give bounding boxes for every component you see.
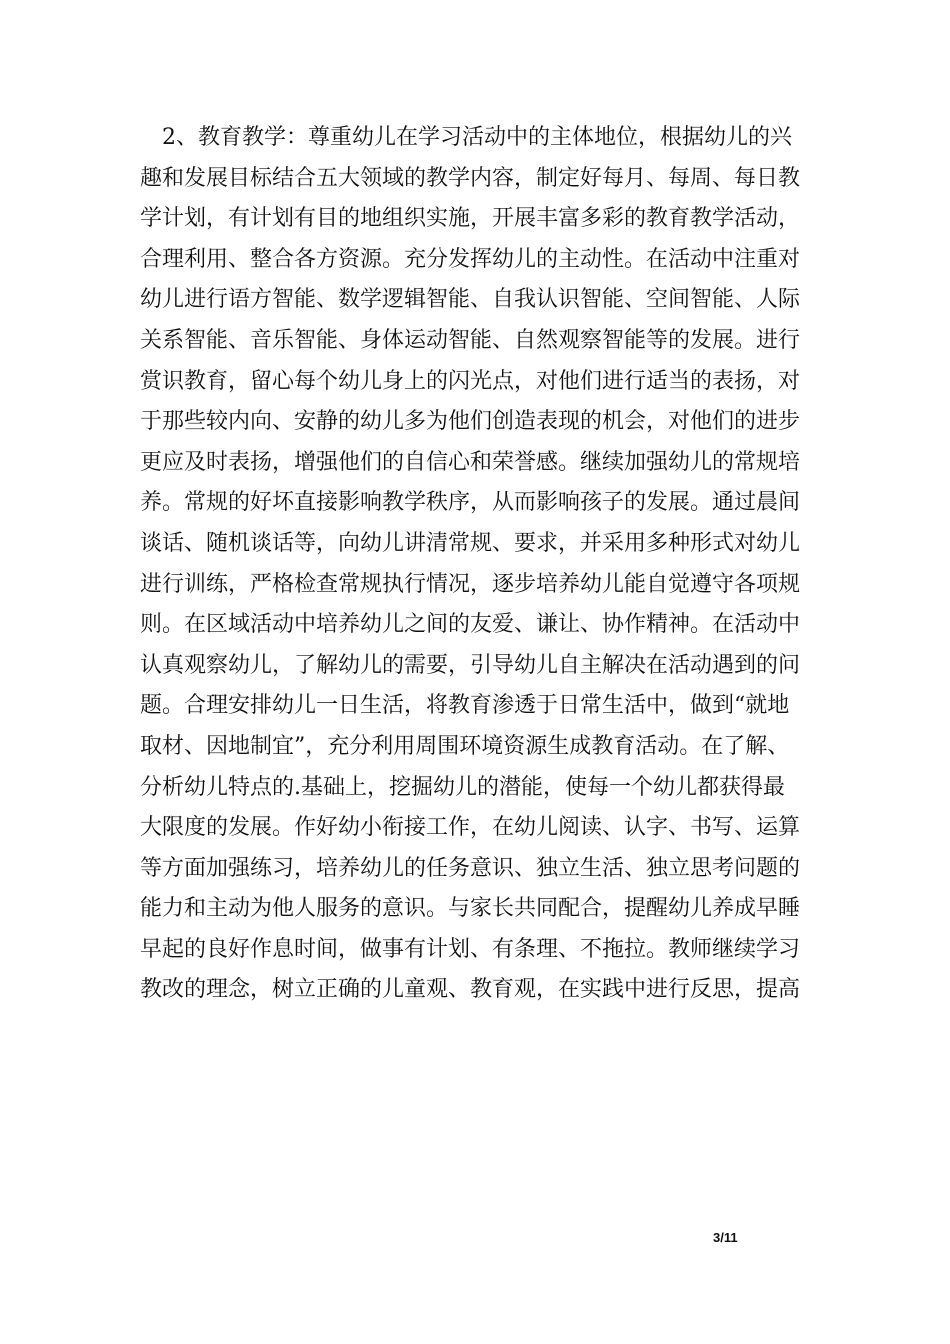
text-line: 2、教育教学：尊重幼儿在学习活动中的主体地位，根据幼儿的兴 [162,125,792,150]
text-line: 取材、因地制宜”，充分利用周围环境资源生成教育活动。在了解、 [140,733,790,759]
text-line: 学计划，有计划有目的地组织实施，开展丰富多彩的教育教学活动， [140,206,801,232]
text-line: 于那些较内向、安静的幼儿多为他们创造表现的机会，对他们的进步 [140,409,801,435]
page-number: 3/11 [713,1230,738,1245]
text-line: 谈话、随机谈话等，向幼儿讲清常规、要求，并采用多种形式对幼儿 [140,530,801,556]
text-line: 趣和发展目标结合五大领域的教学内容，制定好每月、每周、每日教 [140,165,801,191]
text-line: 关系智能、音乐智能、身体运动智能、自然观察智能等的发展。进行 [140,327,801,353]
text-line: 大限度的发展。作好幼小衔接工作，在幼儿阅读、认字、书写、运算 [140,815,801,841]
text-line: 则。在区域活动中培养幼儿之间的友爱、谦让、协作精神。在活动中 [140,612,801,638]
text-line: 题。合理安排幼儿一日生活，将教育渗透于日常生活中，做到“就地 [140,693,790,719]
text-line: 认真观察幼儿，了解幼儿的需要，引导幼儿自主解决在活动遇到的问 [140,652,801,678]
text-line: 分析幼儿特点的.基础上，挖掘幼儿的潜能，使每一个幼儿都获得最 [140,774,785,800]
text-line: 养。常规的好坏直接影响教学秩序，从而影响孩子的发展。通过晨间 [140,490,801,516]
text-line: 幼儿进行语方智能、数学逻辑智能、自我认识智能、空间智能、人际 [140,287,801,313]
text-line: 进行训练，严格检查常规执行情况，逐步培养幼儿能自觉遵守各项规 [140,571,801,597]
text-line: 教改的理念，树立正确的儿童观、教育观，在实践中进行反思，提高 [140,977,801,1003]
text-line: 赏识教育，留心每个幼儿身上的闪光点，对他们进行适当的表扬，对 [140,368,801,394]
body-paragraph [140,118,840,1011]
text-line: 更应及时表扬，增强他们的自信心和荣誉感。继续加强幼儿的常规培 [140,449,801,475]
text-line: 能力和主动为他人服务的意识。与家长共同配合，提醒幼儿养成早睡 [140,896,801,922]
text-line: 等方面加强练习，培养幼儿的任务意识、独立生活、独立思考问题的 [140,855,801,881]
text-line: 早起的良好作息时间，做事有计划、有条理、不拖拉。教师继续学习 [140,936,801,962]
text-line: 合理利用、整合各方资源。充分发挥幼儿的主动性。在活动中注重对 [140,246,801,272]
